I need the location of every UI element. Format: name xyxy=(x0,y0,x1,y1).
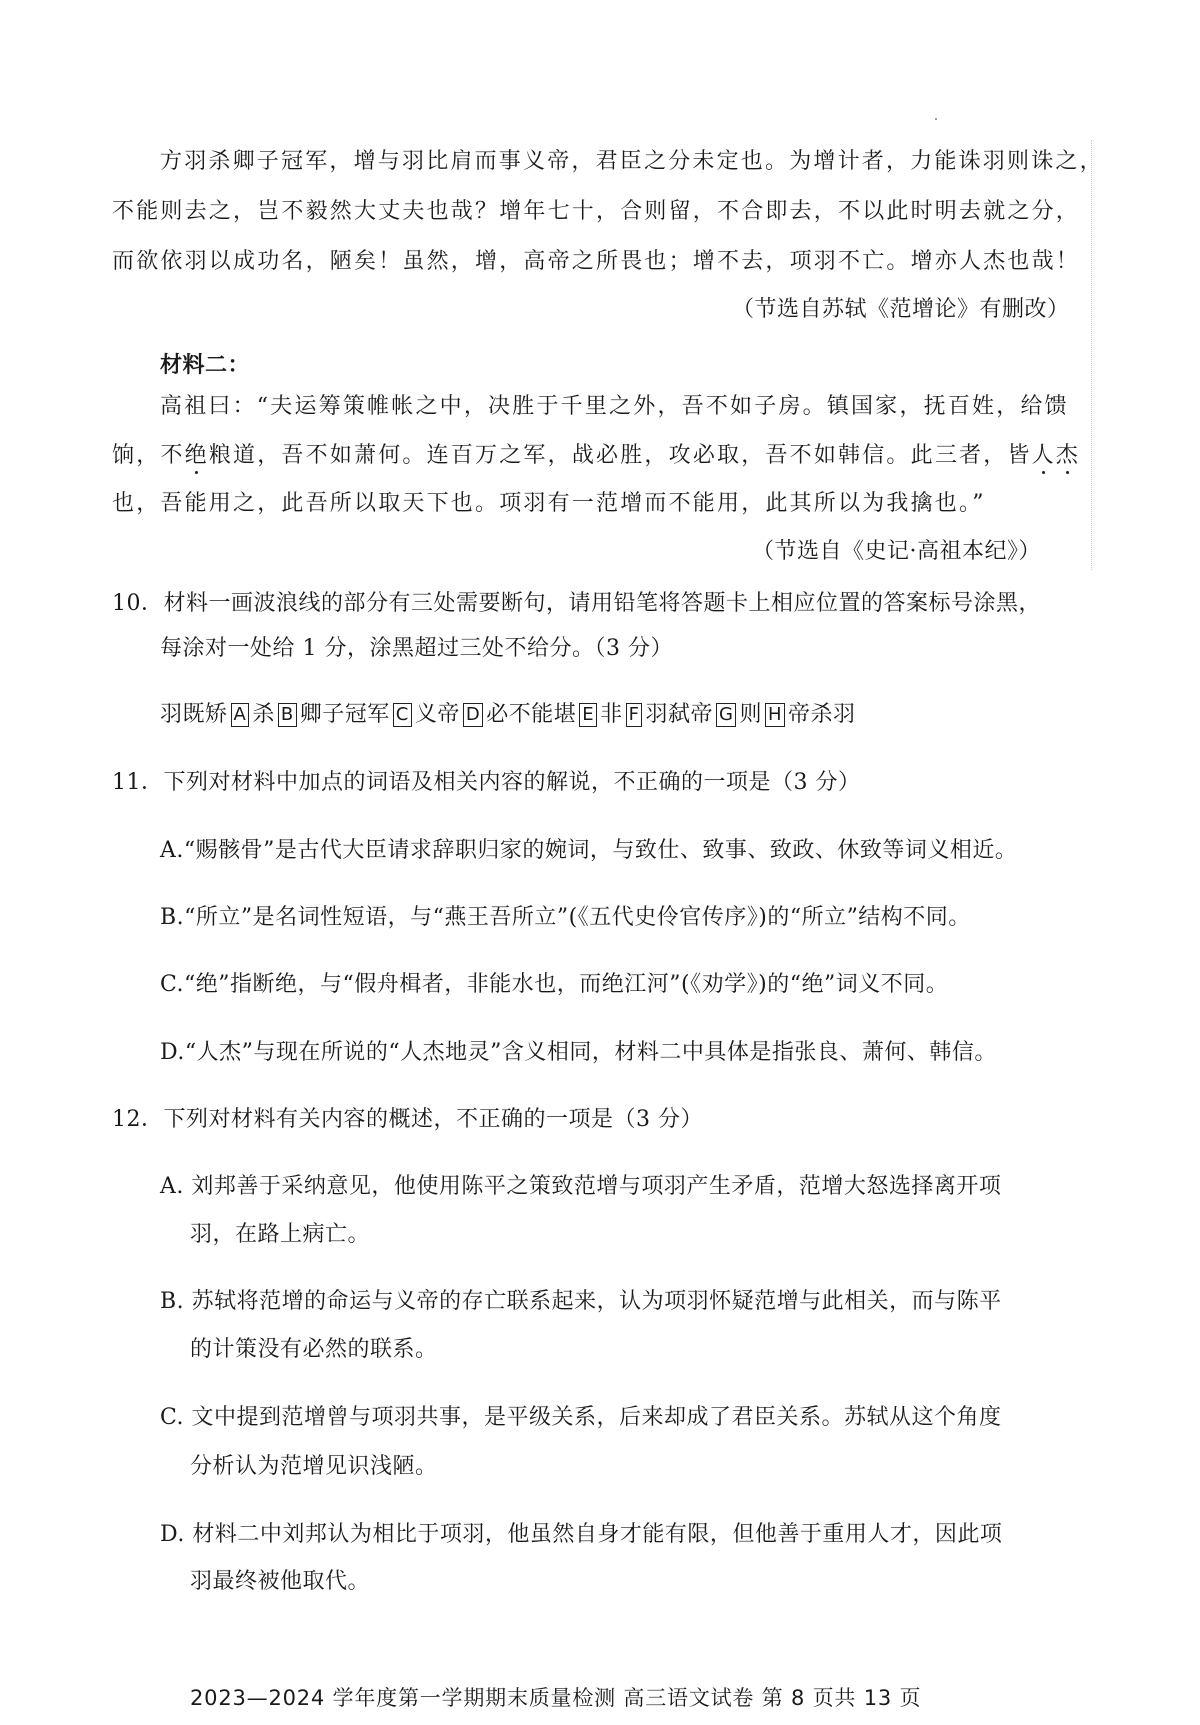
q12-option-a[interactable]: A. 刘邦善于采纳意见，他使用陈平之策致范增与项羽产生矛盾，范增大怒选择离开项 xyxy=(160,1174,1002,1199)
q10-segment: 义帝 xyxy=(414,702,460,727)
break-option-f[interactable]: F xyxy=(626,703,643,727)
material1-line2: 不能则去之，岂不毅然大丈夫也哉？增年七十，合则留，不合即去，不以此时明去就之分， xyxy=(112,199,1081,224)
q12-option-d-cont: 羽最终被他取代。 xyxy=(190,1569,371,1594)
break-option-g[interactable]: G xyxy=(716,703,736,727)
break-option-d[interactable]: D xyxy=(463,703,483,727)
page-footer: 2023—2024 学年度第一学期期末质量检测 高三语文试卷 第 8 页共 13 页 xyxy=(190,1686,922,1710)
material2-line2 xyxy=(112,441,1080,471)
material1-source: （节选自苏轼《范增论》有删改） xyxy=(732,297,1070,322)
material1-line1: 方羽杀卿子冠军，增与羽比肩而事义帝，君臣之分未定也。为增计者，力能诛羽则诛之， xyxy=(160,149,1104,174)
material2-heading: 材料二： xyxy=(160,352,251,378)
q12-option-b[interactable]: B. 苏轼将范增的命运与义帝的存亡联系起来，认为项羽怀疑范增与此相关，而与陈平 xyxy=(160,1289,1002,1314)
q10-segment: 卿子冠军 xyxy=(299,702,390,727)
q11-option-b[interactable]: B.“所立”是名词性短语，与“燕王吾所立”(《五代史伶官传序》)的“所立”结构不同。 xyxy=(160,905,971,930)
material2-line3: 也，吾能用之，此吾所以取天下也。项羽有一范增而不能用，此其所以为我擒也。” xyxy=(112,491,986,516)
material2-line1: 高祖曰：“夫运筹策帷帐之中，决胜于千里之外，吾不如子房。镇国家，抚百姓，给馈 xyxy=(160,394,1069,419)
q11-option-a[interactable]: A.“赐骸骨”是古代大臣请求辞职归家的婉词，与致仕、致事、致政、休致等词义相近。 xyxy=(160,838,1018,863)
q12-option-c[interactable]: C. 文中提到范增曾与项羽共事，是平级关系，后来却成了君臣关系。苏轼从这个角度 xyxy=(160,1405,1002,1430)
binding-line xyxy=(1091,140,1092,570)
q10-segment: 必不能堪 xyxy=(486,702,577,727)
q11-option-c[interactable]: C.“绝”指断绝，与“假舟楫者，非能水也，而绝江河”(《劝学》)的“绝”词义不同。 xyxy=(160,972,949,997)
q10-sentence xyxy=(160,700,856,730)
q10-stem-line1: 10．材料一画波浪线的部分有三处需要断句，请用铅笔将答题卡上相应位置的答案标号涂黑， xyxy=(112,591,1041,616)
q10-segment: 羽既矫 xyxy=(160,702,228,727)
material2-line2-part: 饷，不 xyxy=(112,443,185,468)
break-option-c[interactable]: C xyxy=(393,703,412,727)
scan-speck xyxy=(935,118,937,120)
q12-option-c-cont: 分析认为范增见识浅陋。 xyxy=(190,1454,438,1479)
break-option-h[interactable]: H xyxy=(765,703,785,727)
material1-line3: 而欲依羽以成功名，陋矣！虽然，增，高帝之所畏也；增不去，项羽不亡。增亦人杰也哉！ xyxy=(112,249,1081,274)
break-option-e[interactable]: E xyxy=(579,703,597,727)
q12-option-b-cont: 的计策没有必然的联系。 xyxy=(190,1337,438,1362)
emphasized-word-ren: 人 xyxy=(1031,443,1056,468)
q10-segment: 帝杀羽 xyxy=(788,702,856,727)
q10-segment: 则 xyxy=(739,702,762,727)
break-option-b[interactable]: B xyxy=(278,703,297,727)
material2-source: （节选自《史记·高祖本纪》） xyxy=(752,539,1041,564)
break-option-a[interactable]: A xyxy=(231,703,250,727)
q10-segment: 非 xyxy=(600,702,623,727)
q12-option-a-cont: 羽，在路上病亡。 xyxy=(190,1222,371,1247)
q12-stem: 12．下列对材料有关内容的概述，不正确的一项是（3 分） xyxy=(112,1107,703,1132)
emphasized-word-jie: 杰 xyxy=(1055,443,1081,468)
material2-line2-part: 粮道，吾不如萧何。连百万之军，战必胜，攻必取，吾不如韩信。此三者，皆 xyxy=(208,443,1032,468)
emphasized-word-jue: 绝 xyxy=(184,443,209,468)
q10-segment: 羽弑帝 xyxy=(645,702,713,727)
q11-option-d[interactable]: D.“人杰”与现在所说的“人杰地灵”含义相同，材料二中具体是指张良、萧何、韩信。 xyxy=(160,1040,997,1065)
q10-stem-line2: 每涂对一处给 1 分，涂黑超过三处不给分。（3 分） xyxy=(160,636,673,661)
q10-segment: 杀 xyxy=(252,702,275,727)
q11-stem: 11．下列对材料中加点的词语及相关内容的解说，不正确的一项是（3 分） xyxy=(112,770,861,795)
q12-option-d[interactable]: D. 材料二中刘邦认为相比于项羽，他虽然自身才能有限，但他善于重用人才，因此项 xyxy=(160,1522,1003,1547)
